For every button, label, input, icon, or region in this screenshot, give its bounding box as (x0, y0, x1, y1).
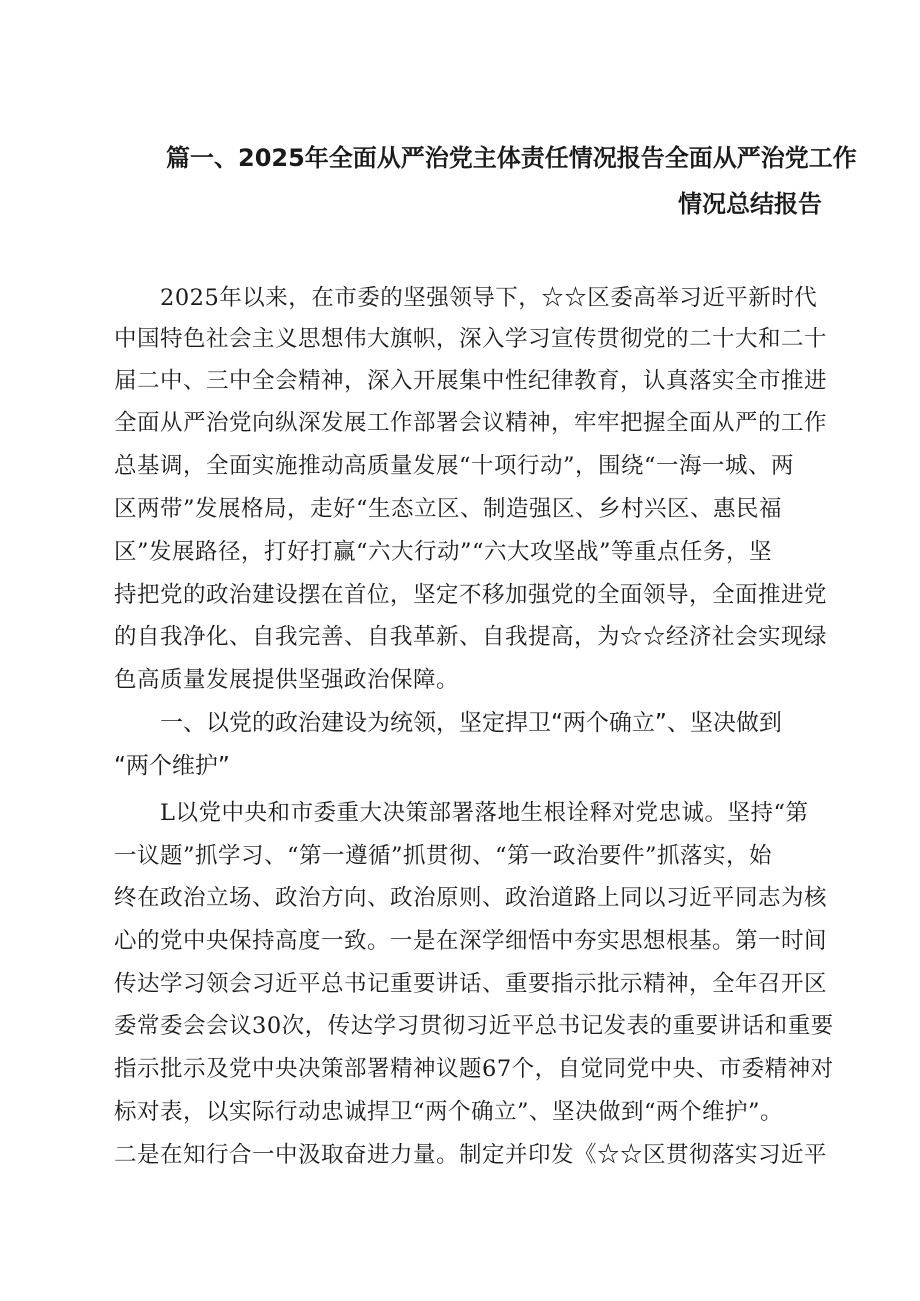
intro-line-10: 色高质量发展提供坚强政治保障。 (114, 667, 460, 693)
intro-line-3: 届二中、三中全会精神，深入开展集中性纪律教育，认真落实全市推进 (114, 368, 828, 394)
intro-line-2: 中国特色社会主义思想伟大旗帜，深入学习宣传贯彻党的二十大和二十 (114, 326, 828, 352)
intro-line-1: 2025年以来，在市委的坚强领导下，☆☆区委高举习近平新时代 (160, 285, 818, 311)
section-1-line-1: L以党中央和市委重大决策部署落地生根诠释对党忠诚。坚持“第 (160, 800, 809, 826)
intro-line-6: 区两带”发展格局，走好“生态立区、制造强区、乡村兴区、惠民福 (114, 496, 783, 522)
document-title-line-1: 篇一、2025年全面从严治党主体责任情况报告全面从严治党工作 (166, 144, 857, 172)
section-1-heading-line-2: “两个维护” (114, 753, 230, 779)
section-1-line-3: 终在政治立场、政治方向、政治原则、政治道路上同以习近平同志为核 (114, 885, 828, 911)
section-1-line-4: 心的党中央保持高度一致。一是在深学细悟中夯实思想根基。第一时间 (114, 928, 828, 954)
intro-line-8: 持把党的政治建设摆在首位，坚定不移加强党的全面领导，全面推进党 (114, 582, 828, 608)
section-1-line-6: 委常委会会议30次，传达学习贯彻习近平总书记发表的重要讲话和重要 (114, 1013, 834, 1039)
intro-line-7: 区”发展路径，打好打赢“六大行动”“六大攻坚战”等重点任务，坚 (114, 539, 773, 565)
section-1-line-5: 传达学习领会习近平总书记重要讲话、重要指示批示精神，全年召开区 (114, 971, 828, 997)
section-1-line-7: 指示批示及党中央决策部署精神议题67个，自觉同党中央、市委精神对 (114, 1056, 834, 1082)
document-title-line-2: 情况总结报告 (678, 190, 822, 218)
section-1-line-8: 标对表，以实际行动忠诚捍卫“两个确立”、坚决做到“两个维护”。 (114, 1099, 784, 1125)
intro-line-5: 总基调，全面实施推动高质量发展“十项行动”，围绕“一海一城、两 (114, 453, 795, 479)
intro-line-9: 的自我净化、自我完善、自我革新、自我提高，为☆☆经济社会实现绿 (114, 624, 828, 650)
intro-line-4: 全面从严治党向纵深发展工作部署会议精神，牢牢把握全面从严的工作 (114, 410, 828, 436)
section-1-line-2: 一议题”抓学习、“第一遵循”抓贯彻、“第一政治要件”抓落实，始 (114, 843, 773, 869)
section-1-heading-line-1: 一、以党的政治建设为统领，坚定捍卫“两个确立”、坚决做到 (160, 710, 782, 736)
section-1-line-9: 二是在知行合一中汲取奋进力量。制定并印发《☆☆区贯彻落实习近平 (114, 1142, 828, 1168)
